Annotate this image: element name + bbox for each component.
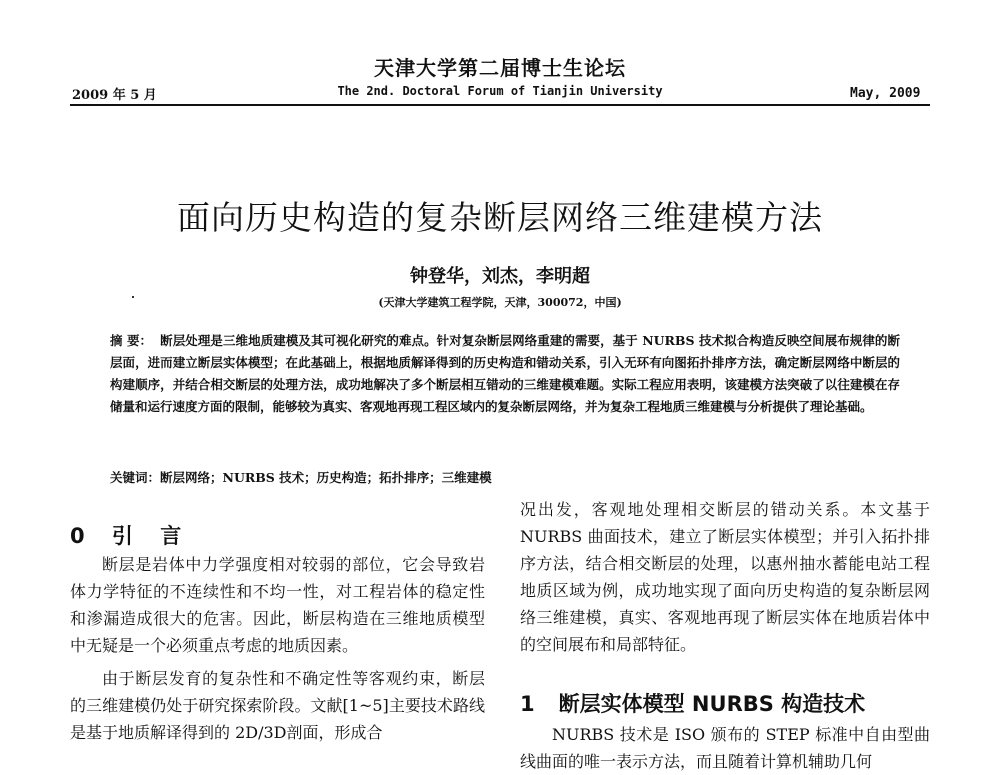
paragraph: NURBS 技术是 ISO 颁布的 STEP 标准中自由型曲线曲面的唯一表示方法，而且随着计算机辅助几何 — [520, 725, 930, 771]
affiliation: (天津大学建筑工程学院，天津，300072，中国) — [378, 296, 622, 309]
abstract-text: 断层处理是三维地质建模及其可视化研究的难点。针对复杂断层网络重建的需要，基于 NURBS 技术拟合构造反映空间展布规律的断层面，进而建立断层实体模型；在此基础上，根据地质解译得到的历史构造和错动关系，引入无环有向图拓扑排序方法，确定断层网络中断层的构建顺序，并结合相交断层的处理方法，成功地解决了多个断层相互错动的三维建模难题。实际工程应用表明，该建模方法突破了以往建模在存储量和运行速度方面的限制，能够较为真实、客观地再现工程区域内的复杂断层网络，并为复杂工程地质三维建模与分析提供了理论基础。 — [110, 333, 900, 414]
authors: 钟登华，刘杰，李明超 — [410, 266, 590, 287]
section-heading-1 — [520, 688, 865, 718]
paragraph: 况出发，客观地处理相交断层的错动关系。本文基于 NURBS 曲面技术，建立了断层实体模型；并引入拓扑排序方法，结合相交断层的处理，以惠州抽水蓄能电站工程地质区域为例，成功地实现了面向历史构造的复杂断层网络三维建模，真实、客观地再现了断层实体在地质岩体中的空间展布和局部特征。 — [520, 500, 930, 654]
header-date-left: 2009 年 5 月 — [72, 88, 157, 103]
abstract-label: 摘 要： — [110, 333, 153, 348]
right-column — [520, 496, 930, 658]
left-column — [70, 551, 485, 746]
header-rule — [70, 104, 930, 106]
conference-title: 天津大学第二届博士生论坛 — [374, 56, 626, 80]
section-heading-introduction: 0 引 言 — [70, 524, 192, 548]
paper-title: 面向历史构造的复杂断层网络三维建模方法 — [177, 198, 823, 237]
section-title: 断层实体模型 NURBS 构造技术 — [558, 692, 866, 716]
keywords-label: 关键词： — [110, 470, 161, 485]
paragraph: 由于断层发育的复杂性和不确定性等客观约束，断层的三维建模仍处于研究探索阶段。文献[1~5]主要技术路线是基于地质解译得到的 2D/3D剖面，形成合 — [70, 669, 485, 742]
abstract — [110, 330, 900, 418]
keywords — [110, 468, 900, 486]
section-number: 1 — [520, 692, 535, 716]
paragraph: 断层是岩体中力学强度相对较弱的部位，它会导致岩体力学特征的不连续性和不均一性，对工程岩体的稳定性和渗漏造成很大的危害。因此，断层构造在三维地质模型中无疑是一个必须重点考虑的地质因素。 — [70, 555, 485, 655]
conference-title-english: The 2nd. Doctoral Forum of Tianjin University — [337, 84, 663, 98]
keywords-text: 断层网络；NURBS 技术；历史构造；拓扑排序；三维建模 — [160, 470, 492, 485]
right-column-continued — [520, 721, 930, 775]
header-date-right: May, 2009 — [850, 86, 921, 101]
